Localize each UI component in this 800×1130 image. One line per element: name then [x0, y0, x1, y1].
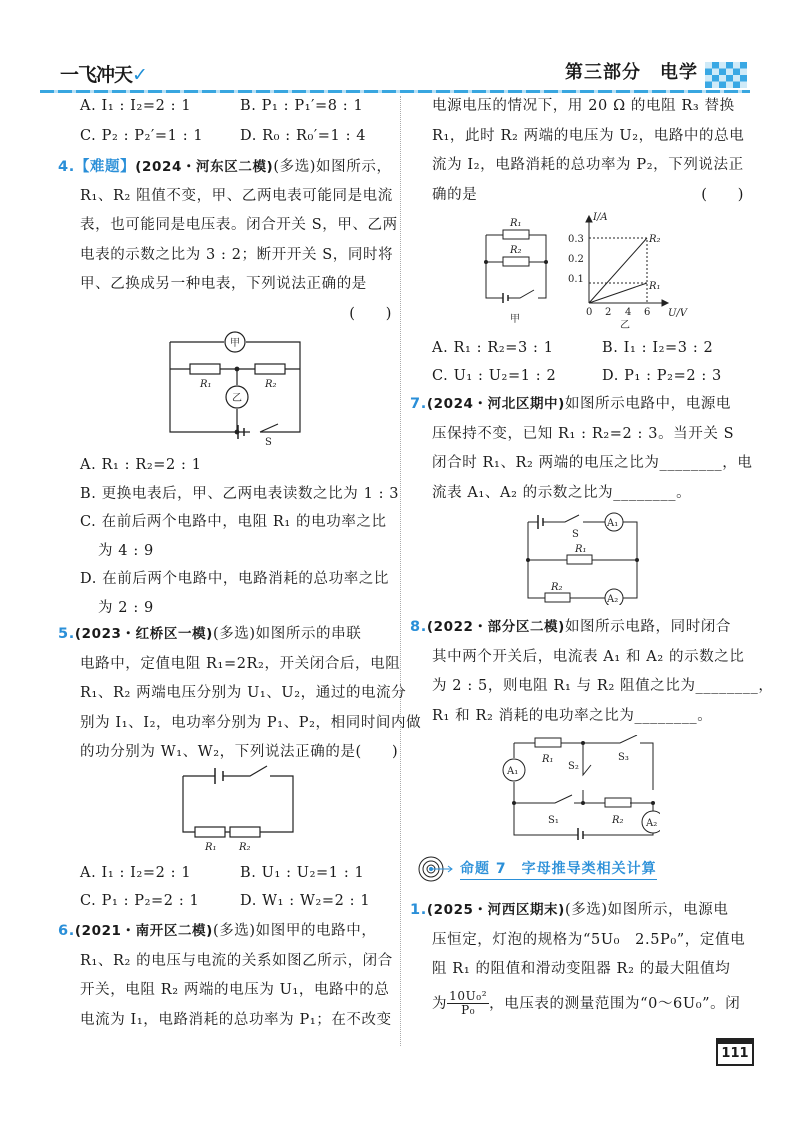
- figure-caption: 甲: [510, 314, 520, 325]
- ammeter-label: A₁: [607, 518, 619, 529]
- figure-caption: 乙: [620, 320, 630, 331]
- text-line: R₁ 和 R₂ 消耗的电功率之比为________。: [432, 707, 713, 724]
- text-line: 其中两个开关后，电流表 A₁ 和 A₂ 的示数之比: [432, 648, 745, 665]
- answer-paren: ( ): [701, 186, 744, 203]
- option: A. R₁ : R₂=2 : 1: [80, 457, 202, 473]
- option: B. I₁ : I₂=3 : 2: [602, 340, 714, 356]
- question-5: [58, 620, 422, 768]
- problem-1: [410, 896, 750, 1023]
- text-line: 压保持不变，已知 R₁ : R₂=2 : 3。当开关 S: [432, 425, 735, 442]
- q3-options: [58, 92, 398, 151]
- resistor-label: R₁: [200, 379, 212, 390]
- question-6-continued: [410, 92, 750, 210]
- tick-label: 4: [625, 307, 632, 318]
- option: C. U₁ : U₂=1 : 2: [432, 368, 557, 384]
- ammeter-label: A₂: [646, 818, 658, 829]
- option: A. I₁ : I₂=2 : 1: [80, 98, 192, 114]
- text-line: 甲、乙换成另一种电表，下列说法正确的是: [80, 276, 367, 292]
- tick-label: 0.3: [568, 234, 584, 245]
- text-line: 电表的示数之比为 3 : 2；断开开关 S，同时将: [80, 246, 394, 263]
- q8-circuit-diagram: [500, 735, 660, 840]
- text-line: R₁、R₂ 两端电压分别为 U₁、U₂，通过的电流分: [80, 685, 407, 701]
- q5-circuit-diagram: [175, 762, 300, 854]
- option-cont: 为 2 : 9: [98, 599, 154, 616]
- resistor-label: R₁: [542, 754, 554, 765]
- line-label: R₂: [649, 234, 661, 245]
- question-4: [58, 152, 398, 329]
- text-line: 电源电压的情况下，用 20 Ω 的电阻 R₃ 替换: [432, 98, 735, 114]
- axis-label: I/A: [593, 212, 608, 223]
- ammeter-label: A₂: [607, 594, 619, 605]
- text-line: 表，也可能同是电压表。闭合开关 S，甲、乙两: [80, 217, 398, 233]
- difficulty-tag: 【难题】: [74, 158, 136, 175]
- option: B. U₁ : U₂=1 : 1: [240, 865, 365, 881]
- option: A. R₁ : R₂=3 : 1: [432, 340, 554, 356]
- text-line: 如图所示电路中，电源电: [564, 396, 732, 412]
- text-line: 电流为 I₁，电路消耗的总功率为 P₁；在不改变: [80, 1011, 392, 1028]
- section-title: 第三部分 电学: [565, 62, 698, 83]
- topic-heading: [418, 855, 657, 883]
- fraction: [447, 990, 489, 1017]
- text-line: (多选)如图所示，电源电: [564, 902, 729, 918]
- switch-label: S₃: [618, 752, 629, 763]
- text-line: 开关，电阻 R₂ 两端的电压为 U₁，电路中的总: [80, 982, 390, 998]
- resistor-label: R₂: [551, 582, 563, 593]
- question-source: (2024・河北区期中): [426, 396, 565, 412]
- option: B. 更换电表后，甲、乙两电表读数之比为 1 : 3: [80, 485, 400, 502]
- resistor-label: R₂: [239, 842, 251, 853]
- option: C. P₂ : P₂′=1 : 1: [80, 127, 204, 144]
- question-source: (2024・河东区二模): [135, 159, 274, 175]
- question-source: (2022・部分区二模): [426, 619, 565, 635]
- option: B. P₁ : P₁′=8 : 1: [240, 98, 364, 114]
- q4-circuit-diagram: [160, 322, 310, 447]
- option: D. W₁ : W₂=2 : 1: [240, 893, 371, 909]
- question-number: 8.: [410, 619, 427, 635]
- resistor-label: R₁: [510, 218, 522, 229]
- text-line: (多选)如图甲的电路中，: [212, 923, 377, 939]
- question-number: 1.: [410, 902, 427, 918]
- switch-label: S₂: [568, 761, 579, 772]
- text-line: 别为 I₁、I₂，电功率分别为 P₁、P₂，相同时间内做: [80, 714, 422, 731]
- question-6: [58, 917, 398, 1035]
- resistor-label: R₂: [612, 815, 624, 826]
- tick-label: 0.1: [568, 274, 584, 285]
- page-number: 111: [716, 1038, 754, 1066]
- switch-label: S: [265, 437, 272, 447]
- question-source: (2023・红桥区一模): [74, 626, 213, 642]
- text-line: R₁、R₂ 的电压与电流的关系如图乙所示，闭合: [80, 952, 393, 969]
- text-line: R₁、R₂ 阻值不变，甲、乙两电表可能同是电流: [80, 187, 393, 204]
- q7-circuit-diagram: [525, 510, 640, 605]
- text-line: 闭合时 R₁、R₂ 两端的电压之比为________，电: [432, 455, 753, 471]
- answer-paren: ( ): [349, 305, 392, 322]
- tick-label: 0.2: [568, 254, 584, 265]
- fraction-denominator: P₀: [461, 1003, 476, 1017]
- question-number: 7.: [410, 396, 427, 412]
- option: C. 在前后两个电路中，电阻 R₁ 的电功率之比: [80, 514, 387, 530]
- text-line: 阻 R₁ 的阻值和滑动变阻器 R₂ 的最大阻值均: [432, 961, 731, 977]
- q6-options: [410, 334, 750, 390]
- column-divider: [400, 96, 401, 1046]
- question-number: 5.: [58, 626, 75, 642]
- switch-label: S₁: [548, 815, 559, 826]
- option: C. P₁ : P₂=2 : 1: [80, 893, 200, 909]
- q5-options: [58, 859, 398, 915]
- tick-label: 0: [586, 307, 593, 318]
- option: A. I₁ : I₂=2 : 1: [80, 865, 192, 881]
- axis-label: U/V: [668, 308, 688, 319]
- option: D. P₁ : P₂=2 : 3: [602, 368, 722, 384]
- question-source: (2025・河西区期末): [426, 902, 565, 918]
- question-number: 4.: [58, 159, 75, 175]
- question-7: [410, 390, 753, 508]
- tick-label: 6: [644, 307, 651, 318]
- topic-title: 命题 7 字母推导类相关计算: [460, 858, 657, 880]
- fraction-numerator: 10U₀²: [449, 989, 488, 1003]
- text-line: (多选)如图所示的串联: [212, 626, 362, 642]
- text-line: R₁，此时 R₂ 两端的电压为 U₂，电路中的总电: [432, 127, 745, 144]
- tick-label: 2: [605, 307, 612, 318]
- text: ，电压表的测量范围为“0～6U₀”。闭: [489, 995, 741, 1012]
- resistor-label: R₁: [575, 544, 587, 555]
- text-line: 确的是: [432, 186, 478, 203]
- text: 为: [432, 995, 448, 1012]
- text-line: (多选)如图所示，: [273, 159, 392, 175]
- text-line: 的功分别为 W₁、W₂，下列说法正确的是: [80, 744, 356, 760]
- text-line: 如图所示电路，同时闭合: [564, 619, 732, 635]
- text-line: 压恒定，灯泡的规格为“5U₀ 2.5P₀”，定值电: [432, 931, 746, 948]
- resistor-label: R₂: [510, 245, 522, 256]
- answer-paren: ( ): [355, 744, 399, 760]
- switch-label: S: [572, 529, 579, 540]
- option: D. 在前后两个电路中，电路消耗的总功率之比: [80, 571, 390, 587]
- ammeter-label: A₁: [507, 766, 519, 777]
- text-line: 流表 A₁、A₂ 的示数之比为________。: [432, 484, 692, 501]
- meter-label: 甲: [230, 338, 240, 349]
- line-label: R₁: [649, 281, 661, 292]
- meter-label: 乙: [232, 393, 242, 404]
- q4-options: [58, 451, 398, 622]
- header-decoration: [705, 62, 747, 88]
- text-line: 电路中，定值电阻 R₁=2R₂，开关闭合后，电阻: [80, 655, 401, 672]
- option-cont: 为 4 : 9: [98, 542, 154, 559]
- book-logo: 一飞冲天✓: [60, 64, 147, 86]
- question-source: (2021・南开区二模): [74, 923, 213, 939]
- question-number: 6.: [58, 923, 75, 939]
- text-line: 为 2 : 5，则电阻 R₁ 与 R₂ 阻值之比为________，: [432, 678, 774, 694]
- q6-diagrams: [480, 210, 690, 335]
- text-line: 流为 I₂，电路消耗的总功率为 P₂，下列说法正: [432, 157, 744, 173]
- option: D. R₀ : R₀′=1 : 4: [240, 127, 367, 144]
- target-icon: [418, 855, 454, 883]
- question-8: [410, 613, 774, 731]
- resistor-label: R₁: [205, 842, 217, 853]
- resistor-label: R₂: [265, 379, 277, 390]
